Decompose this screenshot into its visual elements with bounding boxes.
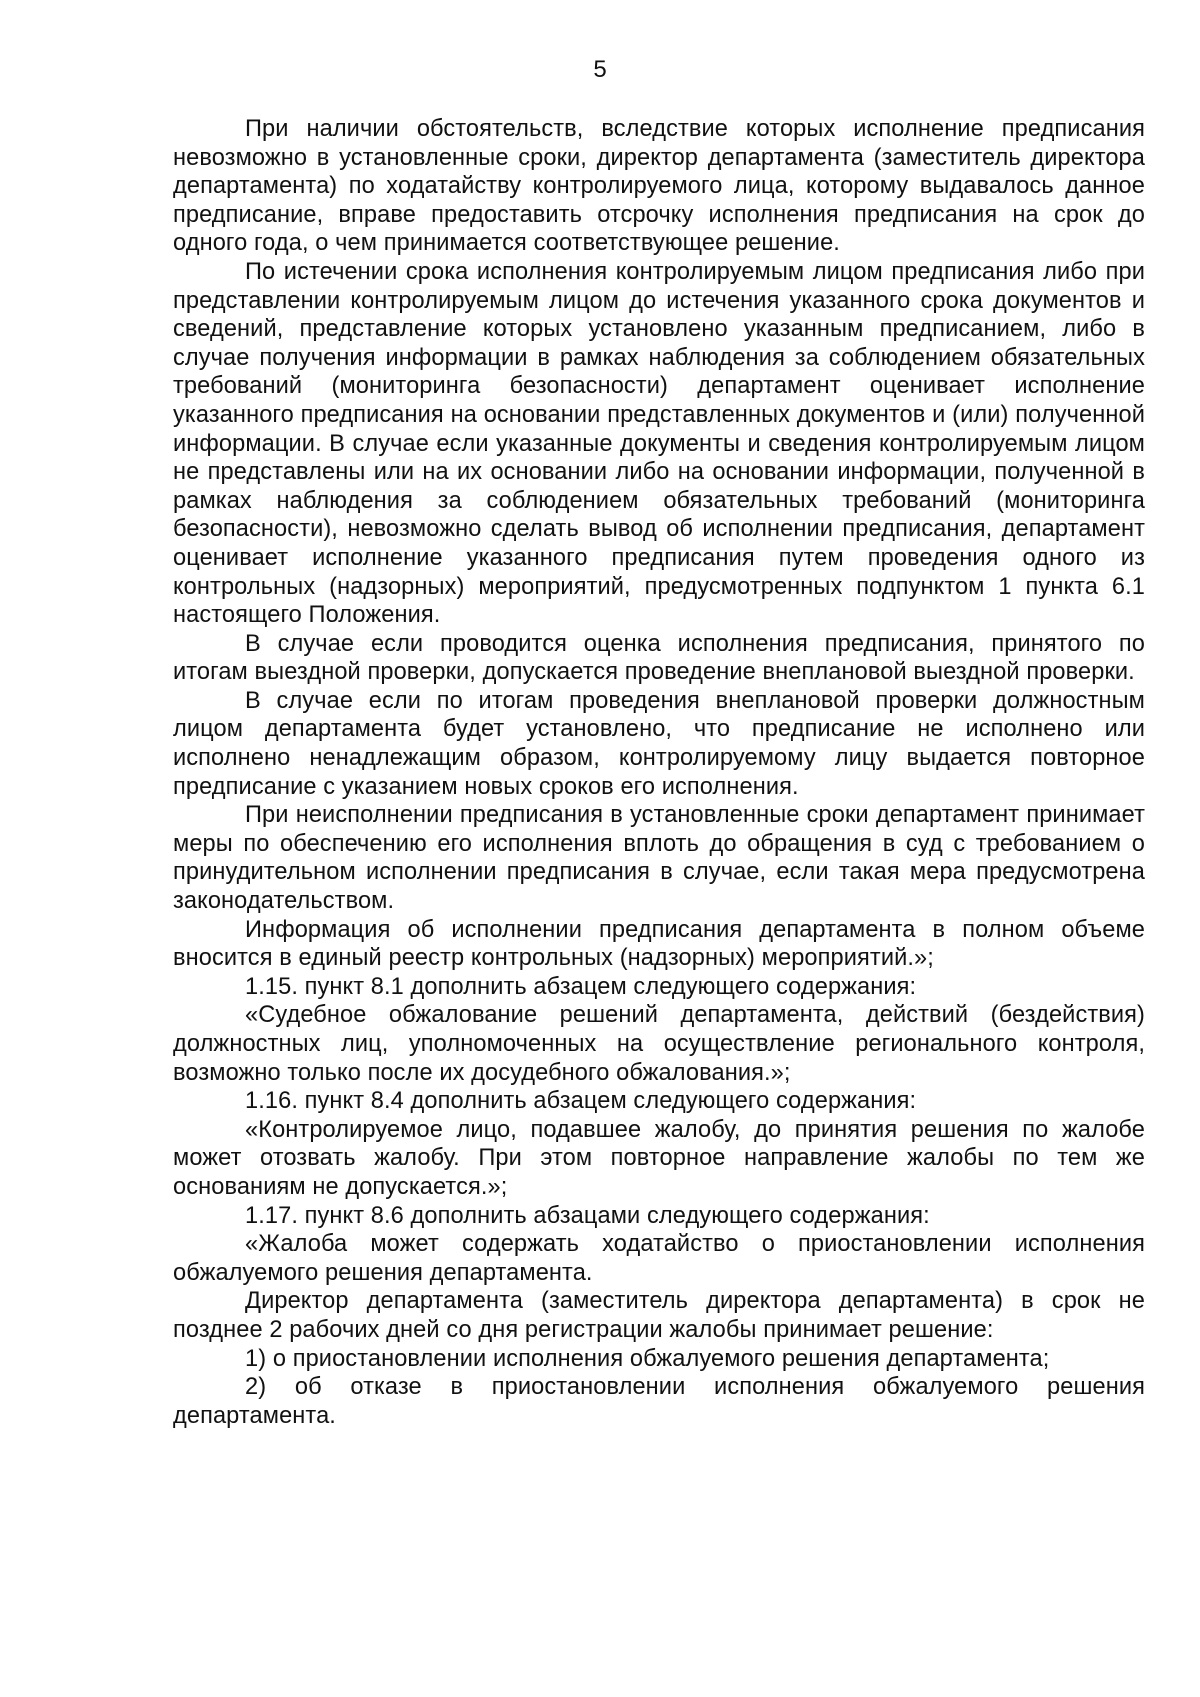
paragraph-assessment: По истечении срока исполнения контролируемым лицом предписания либо при представлении контролируемым лицом до истечения указанного срока документов и сведений, представление которых установлено указанным предписанием, либо в случае получения информации в рамках наблюдения за соблюдением обязательных требований (мониторинга безопасности) департамент оценивает исполнение указанного предписания на основании представленных документов и (или) полученной информации. В случае если указанные документы и сведения контролируемым лицом не представлены или на их основании либо на основании информации, полученной в рамках наблюдения за соблюдением обязательных требований (мониторинга безопасности), невозможно сделать вывод об исполнении предписания, департамент оценивает исполнение указанного предписания путем проведения одного из контрольных (надзорных) мероприятий, предусмотренных подпунктом 1 пункта 6.1 настоящего Положения. <box>173 258 1145 629</box>
paragraph-non-compliance: При неисполнении предписания в установленные сроки департамент принимает меры по обеспечению его исполнения вплоть до обращения в суд с требованием о принудительном исполнении предписания в случае, если такая мера предусмотрена законодательством. <box>173 802 1145 915</box>
document-body <box>173 115 1145 1430</box>
paragraph-item-1-15: 1.15. пункт 8.1 дополнить абзацем следующего содержания: <box>245 973 917 1000</box>
paragraph-item-1-16: 1.16. пункт 8.4 дополнить абзацем следующего содержания: <box>245 1088 917 1115</box>
paragraph-item-1-17: 1.17. пункт 8.6 дополнить абзацами следующего содержания: <box>245 1202 930 1229</box>
paragraph-director-decision: Директор департамента (заместитель директора департамента) в срок не позднее 2 рабочих дней со дня регистрации жалобы принимает решение: <box>173 1288 1145 1343</box>
paragraph-deferral: При наличии обстоятельств, вследствие которых исполнение предписания невозможно в установленные сроки, директор департамента (заместитель директора департамента) по ходатайству контролируемого лица, которому выдавалось данное предписание, вправе предоставить отсрочку исполнения предписания на срок до одного года, о чем принимается соответствующее решение. <box>173 116 1145 257</box>
paragraph-onsite-inspection: В случае если проводится оценка исполнения предписания, принятого по итогам выездной проверки, допускается проведение внеплановой выездной проверки. <box>173 630 1145 686</box>
paragraph-registry: Информация об исполнении предписания департамента в полном объеме вносится в единый реестр контрольных (надзорных) мероприятий.»; <box>173 916 1145 972</box>
paragraph-complaint-withdrawal: «Контролируемое лицо, подавшее жалобу, до принятия решения по жалобе может отозвать жалобу. При этом повторное направление жалобы по тем же основаниям не допускается.»; <box>173 1116 1145 1200</box>
paragraph-decision-option-1: 1) о приостановлении исполнения обжалуемого решения департамента; <box>245 1345 1050 1372</box>
paragraph-suspension-request: «Жалоба может содержать ходатайство о приостановлении исполнения обжалуемого решения департамента. <box>173 1231 1145 1286</box>
paragraph-repeat-order: В случае если по итогам проведения внеплановой проверки должностным лицом департамента будет установлено, что предписание не исполнено или исполнено ненадлежащим образом, контролируемому лицу выдается повторное предписание с указанием новых сроков его исполнения. <box>173 687 1145 800</box>
page-number: 5 <box>593 56 607 83</box>
paragraph-judicial-appeal: «Судебное обжалование решений департамента, действий (бездействия) должностных лиц, уполномоченных на осуществление регионального контроля, возможно только после их досудебного обжалования.»; <box>173 1002 1145 1086</box>
paragraph-decision-option-2: 2) об отказе в приостановлении исполнения обжалуемого решения департамента. <box>173 1374 1145 1429</box>
